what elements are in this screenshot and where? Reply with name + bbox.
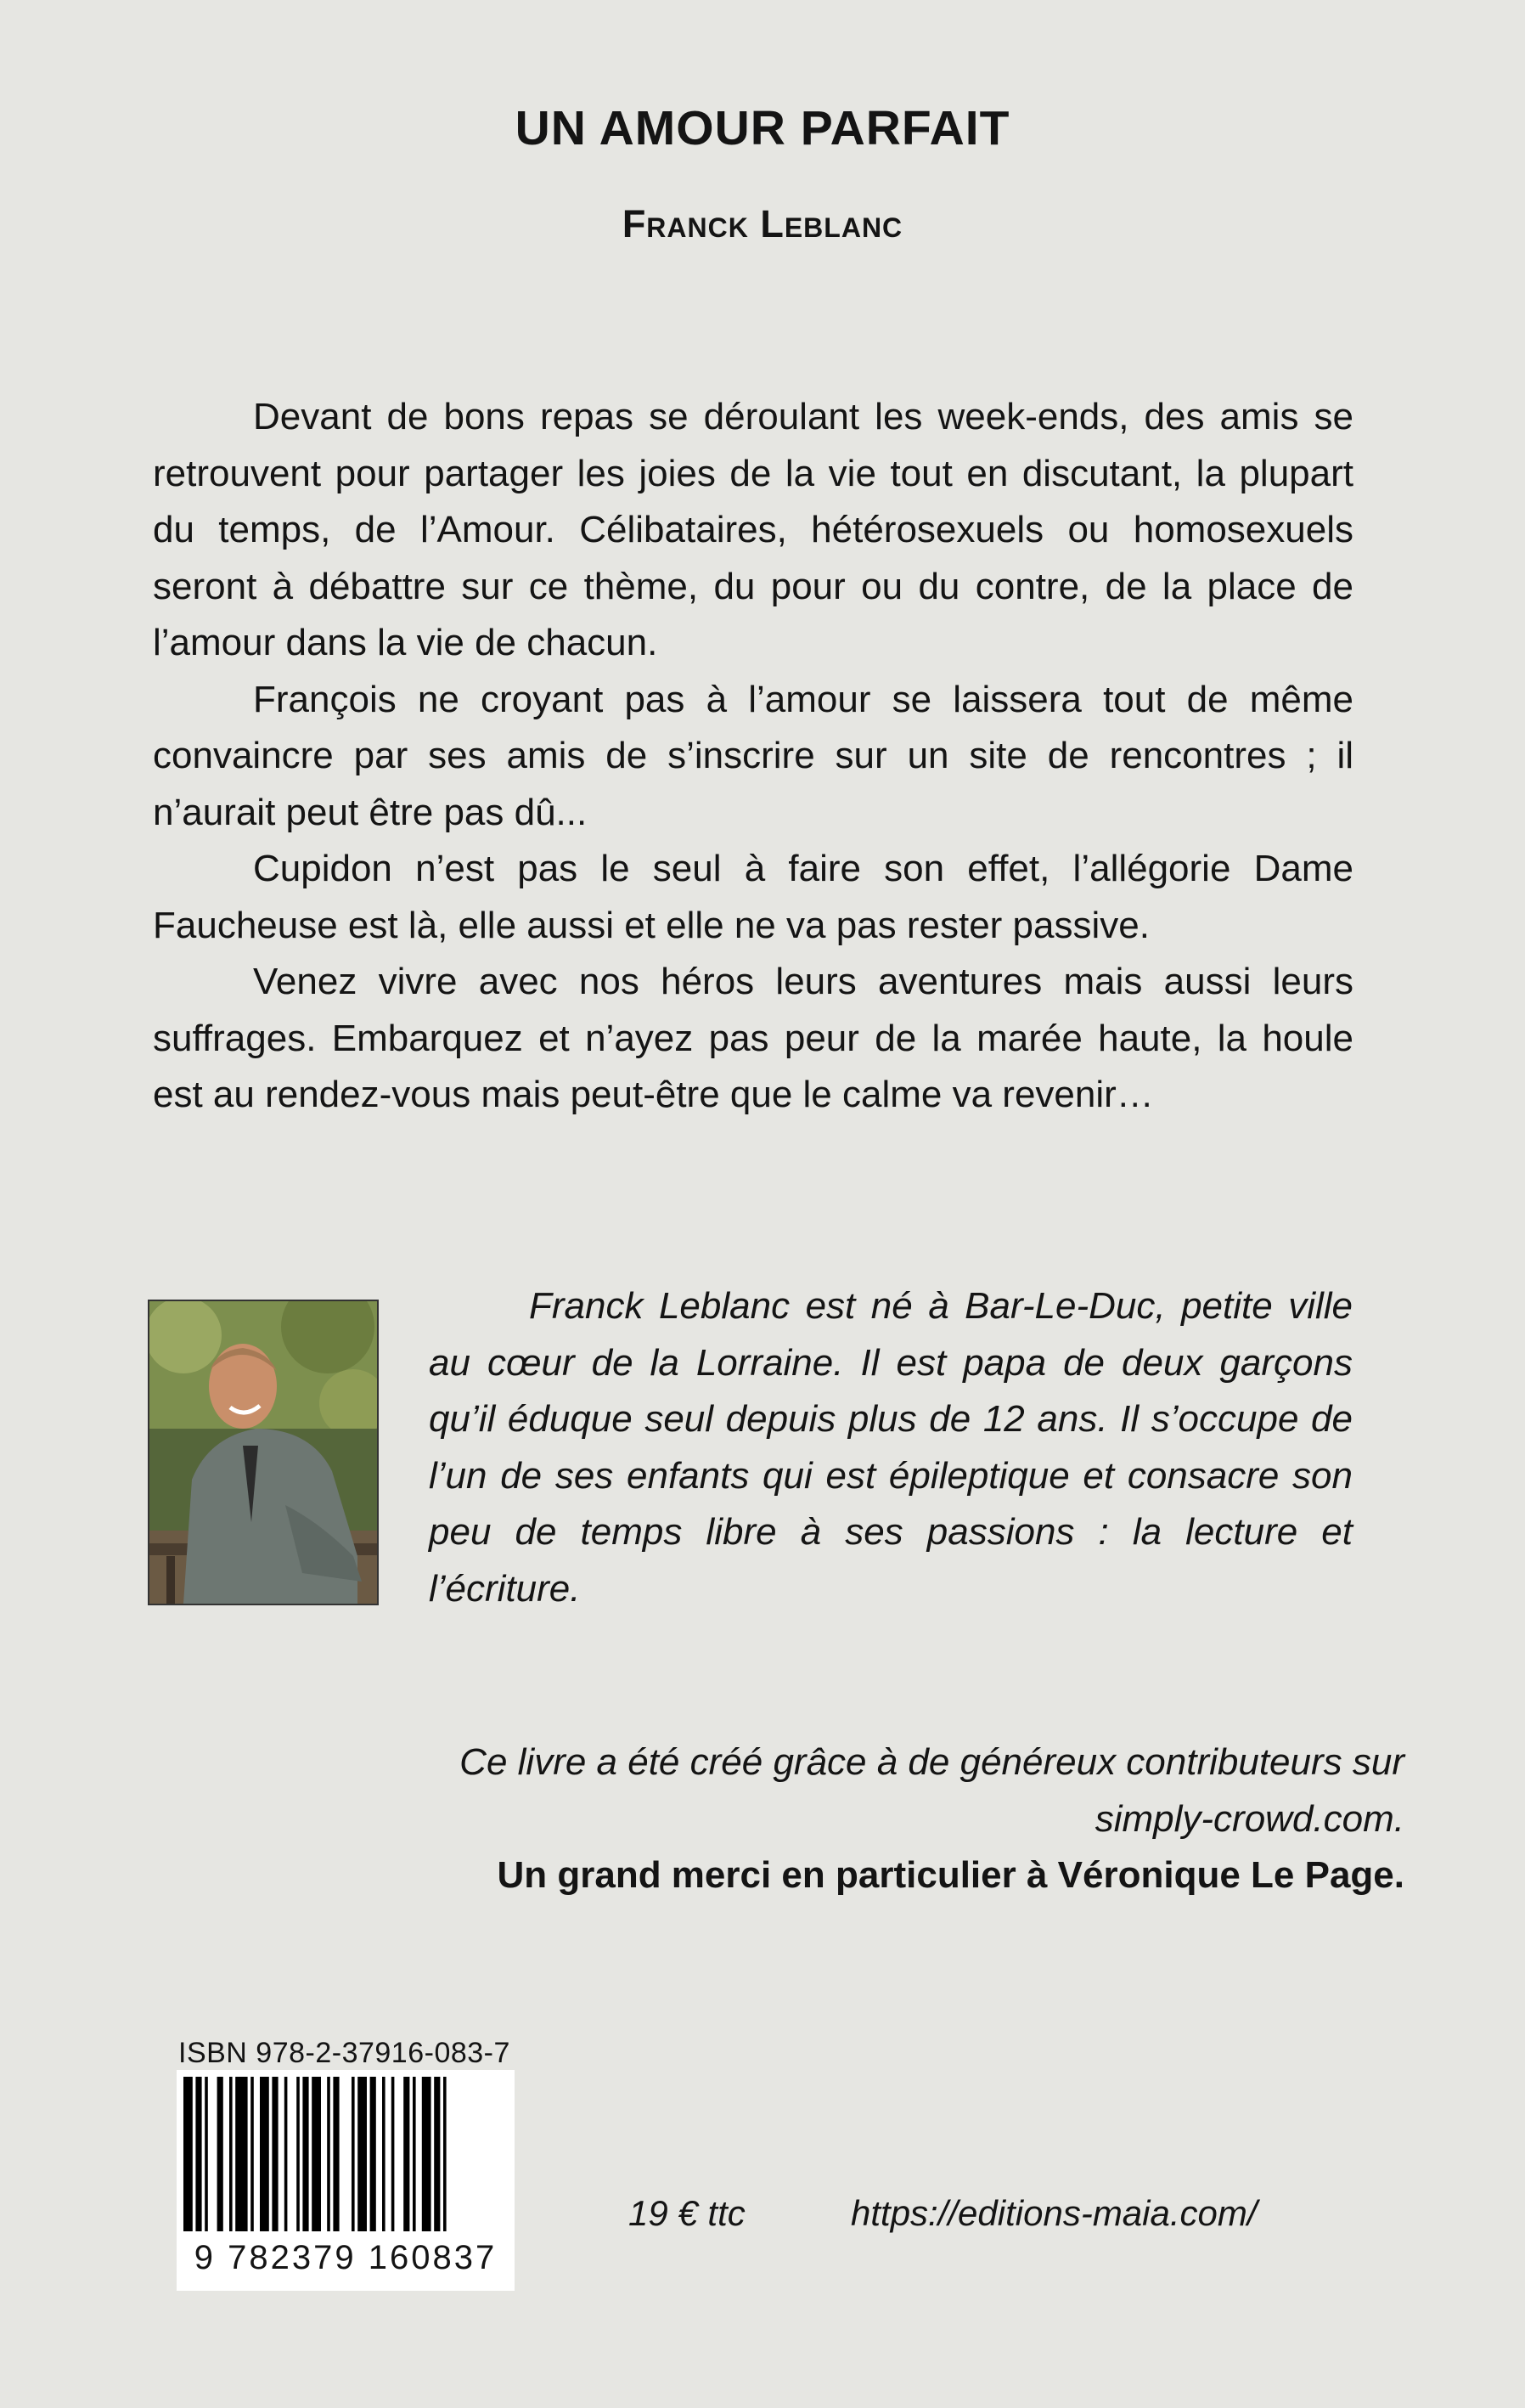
barcode-digits: 9 782379 160837 — [177, 2232, 515, 2283]
barcode-bar — [370, 2077, 376, 2231]
back-cover-blurb — [153, 389, 1353, 1124]
acknowledgement-line: Ce livre a été créé grâce à de généreux contributeurs sur — [459, 1741, 1404, 1783]
barcode-bar — [229, 2077, 233, 2231]
barcode-bar — [312, 2077, 321, 2231]
barcode-bar — [352, 2077, 355, 2231]
barcode-bar — [250, 2077, 254, 2231]
blurb-paragraph: Devant de bons repas se déroulant les week-ends, des amis se retrouvent pour partager les joies de la vie tout en discutant, la plupart du temps, de l’Amour. Célibataires, hétérosexuels ou homosexuels seront à débattre sur ce thème, du pour ou du contre, de la place de l’amour dans la vie de chacun. — [153, 396, 1353, 663]
acknowledgement — [301, 1734, 1404, 1904]
barcode-bar — [443, 2077, 447, 2231]
barcode-bar — [260, 2077, 269, 2231]
author-photo-illustration — [149, 1301, 377, 1604]
barcode-bar — [403, 2077, 409, 2231]
barcode-bar — [302, 2077, 308, 2231]
author-photo — [148, 1300, 379, 1605]
barcode-bar — [434, 2077, 440, 2231]
barcode-bar — [272, 2077, 278, 2231]
crowdfunding-site: simply-crowd.com. — [1095, 1797, 1404, 1840]
publisher-website: https://editions-maia.com/ — [851, 2193, 1258, 2233]
barcode-bar — [391, 2077, 395, 2231]
author-name: Franck Leblanc — [622, 202, 903, 245]
author-bio — [429, 1278, 1353, 1617]
special-thanks: Un grand merci en particulier à Véronique Le Page. — [497, 1854, 1404, 1896]
barcode-bar — [327, 2077, 330, 2231]
blurb-paragraph: François ne croyant pas à l’amour se laissera tout de même convaincre par ses amis de s’inscrire sur un site de rencontres ; il n’aurait peut être pas dû... — [153, 678, 1353, 833]
barcode-bar — [357, 2077, 367, 2231]
barcode-bar — [205, 2077, 208, 2231]
blurb-paragraph: Cupidon n’est pas le seul à faire son effet, l’allégorie Dame Faucheuse est là, elle aussi et elle ne va pas rester passive. — [153, 848, 1353, 946]
barcode-bar — [333, 2077, 339, 2231]
barcode-bar — [235, 2077, 247, 2231]
barcode-bar — [296, 2077, 300, 2231]
barcode-bar — [422, 2077, 431, 2231]
barcode-bar — [382, 2077, 385, 2231]
bio-text: Franck Leblanc est né à Bar-Le-Duc, petite ville au cœur de la Lorraine. Il est papa de deux garçons qu’il éduque seul depuis plus de 12 ans. Il s’occupe de l’un de ses enfants qui est épileptique et consacre son peu de temps libre à ses passions : la lecture et l’écriture. — [429, 1285, 1353, 1610]
blurb-paragraph: Venez vivre avec nos héros leurs aventures mais aussi leurs suffrages. Embarquez et n’ayez pas peur de la marée haute, la houle est au rendez-vous mais peut-être que le calme va revenir… — [153, 961, 1353, 1115]
barcode-bar — [195, 2077, 201, 2231]
barcode-bar — [413, 2077, 416, 2231]
barcode-bar — [217, 2077, 223, 2231]
book-title: UN AMOUR PARFAIT — [515, 101, 1010, 155]
isbn-label: ISBN 978-2-37916-083-7 — [178, 2037, 510, 2069]
barcode-bars — [177, 2070, 515, 2231]
barcode-bar — [284, 2077, 288, 2231]
barcode-bar — [183, 2077, 193, 2231]
price: 19 € ttc — [628, 2193, 746, 2233]
